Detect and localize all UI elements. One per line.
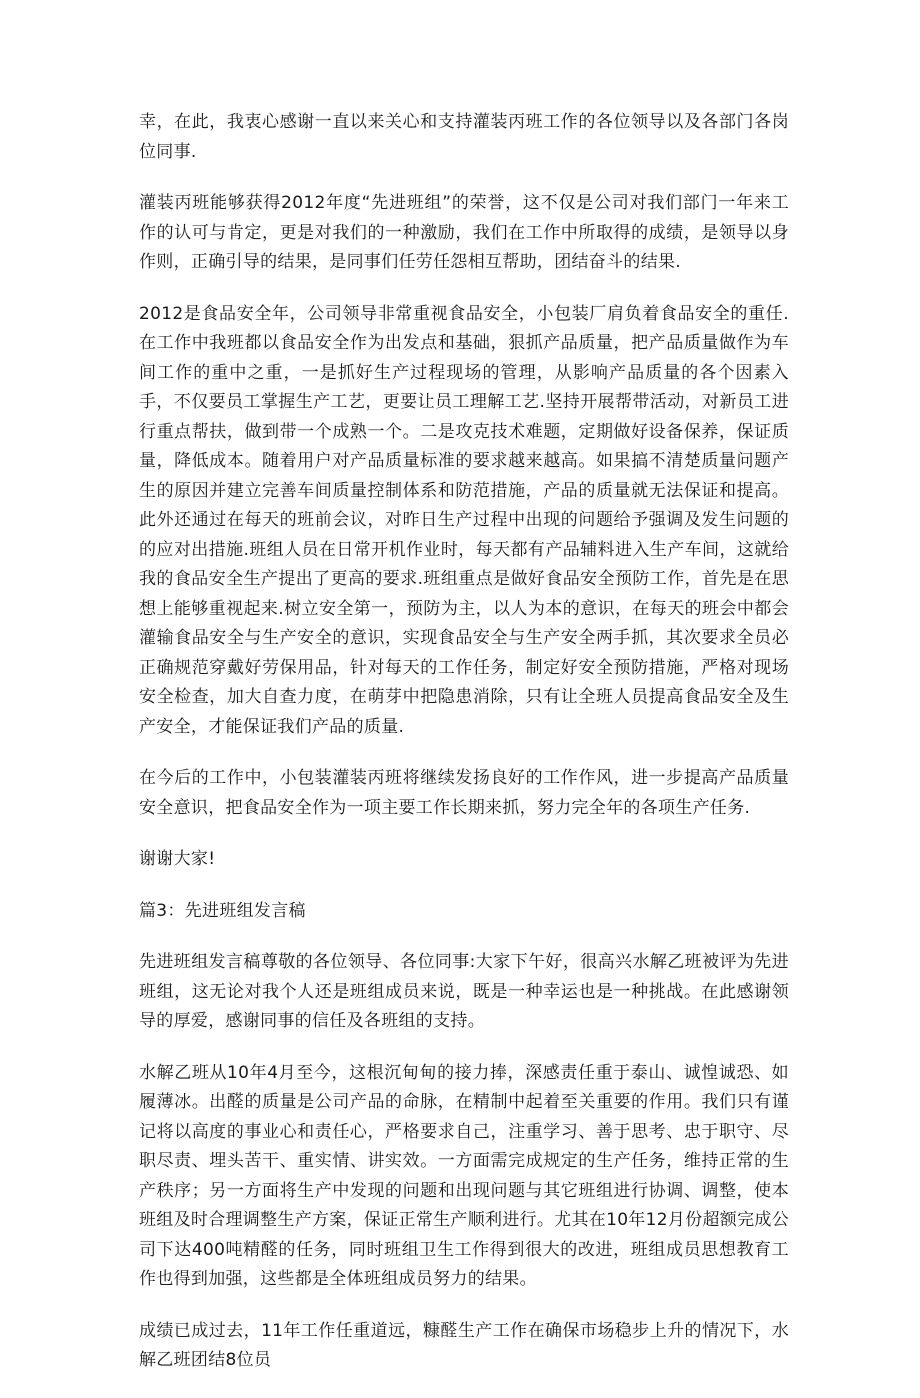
- paragraph-thanks-leaders: 幸，在此，我衷心感谢一直以来关心和支持灌装丙班工作的各位领导以及各部门各岗位同事.: [139, 112, 789, 162]
- document-body: [139, 108, 789, 1398]
- paragraph-honor-award: 灌装丙班能够获得2012年度“先进班组”的荣誉，这不仅是公司对我们部门一年来工作的认可与肯定，更是对我们的一种激励，我们在工作中所取得的成绩，是领导以身作则，正确引导的结果，是同事们任劳任怨相互帮助，团结奋斗的结果.: [139, 193, 789, 272]
- section-heading: 篇3：先进班组发言稿: [139, 900, 306, 921]
- paragraph-thank-you: 谢谢大家!: [139, 849, 216, 869]
- paragraph-speech-opening: 先进班组发言稿尊敬的各位领导、各位同事:大家下午好，很高兴水解乙班被评为先进班组，这无论对我个人还是班组成员来说，既是一种幸运也是一种挑战。在此感谢领导的厚爱，感谢同事的信任及各班组的支持。: [139, 952, 789, 1031]
- paragraph-food-safety: 2012是食品安全年，公司领导非常重视食品安全，小包装厂肩负着食品安全的重任.在工作中我班都以食品安全作为出发点和基础，狠抓产品质量，把产品质量做作为车间工作的重中之重，一是抓好生产过程现场的管理，从影响产品质量的各个因素入手，不仅要员工掌握生产工艺，更要让员工理解工艺.坚持开展帮带活动，对新员工进行重点帮扶，做到带一个成熟一个。二是攻克技术难题，定期做好设备保养，保证质量，降低成本。随着用户对产品质量标准的要求越来越高。如果搞不清楚质量问题产生的原因并建立完善车间质量控制体系和防范措施，产品的质量就无法保证和提高。此外还通过在每天的班前会议，对昨日生产过程中出现的问题给予强调及发生问题的的应对出措施.班组人员在日常开机作业时，每天都有产品辅料进入生产车间，这就给我的食品安全生产提出了更高的要求.班组重点是做好食品安全预防工作，首先是在思想上能够重视起来.树立安全第一，预防为主，以人为本的意识，在每天的班会中都会灌输食品安全与生产安全的意识，实现食品安全与生产安全两手抓，其次要求全员必正确规范穿戴好劳保用品，针对每天的工作任务，制定好安全预防措施，严格对现场安全检查，加大自查力度，在萌芽中把隐患消除，只有让全班人员提高食品安全及生产安全，才能保证我们产品的质量.: [139, 303, 789, 737]
- paragraph-team-history: 水解乙班从10年4月至今，这根沉甸甸的接力捧，深感责任重于泰山、诚惶诚恐、如履薄冰。出醛的质量是公司产品的命脉，在精制中起着至关重要的作用。我们只有谨记将以高度的事业心和责任心，严格要求自己，注重学习、善于思考、忠于职守、尽职尽责、埋头苦干、重实情、讲实效。一方面需完成规定的生产任务，维持正常的生产秩序；另一方面将生产中发现的问题和出现问题与其它班组进行协调、调整，使本班组及时合理调整生产方案，保证正常生产顺利进行。尤其在10年12月份超额完成公司下达400吨精醛的任务，同时班组卫生工作得到很大的改进，班组成员思想教育工作也得到加强，这些都是全体班组成员努力的结果。: [139, 1062, 789, 1289]
- paragraph-future-work: 在今后的工作中，小包装灌装丙班将继续发扬良好的工作作风，进一步提高产品质量安全意识，把食品安全作为一项主要工作长期来抓，努力完全年的各项生产任务.: [139, 768, 789, 818]
- paragraph-closing: 成绩已成过去，11年工作任重道远，糠醛生产工作在确保市场稳步上升的情况下，水解乙班团结8位员: [139, 1320, 789, 1370]
